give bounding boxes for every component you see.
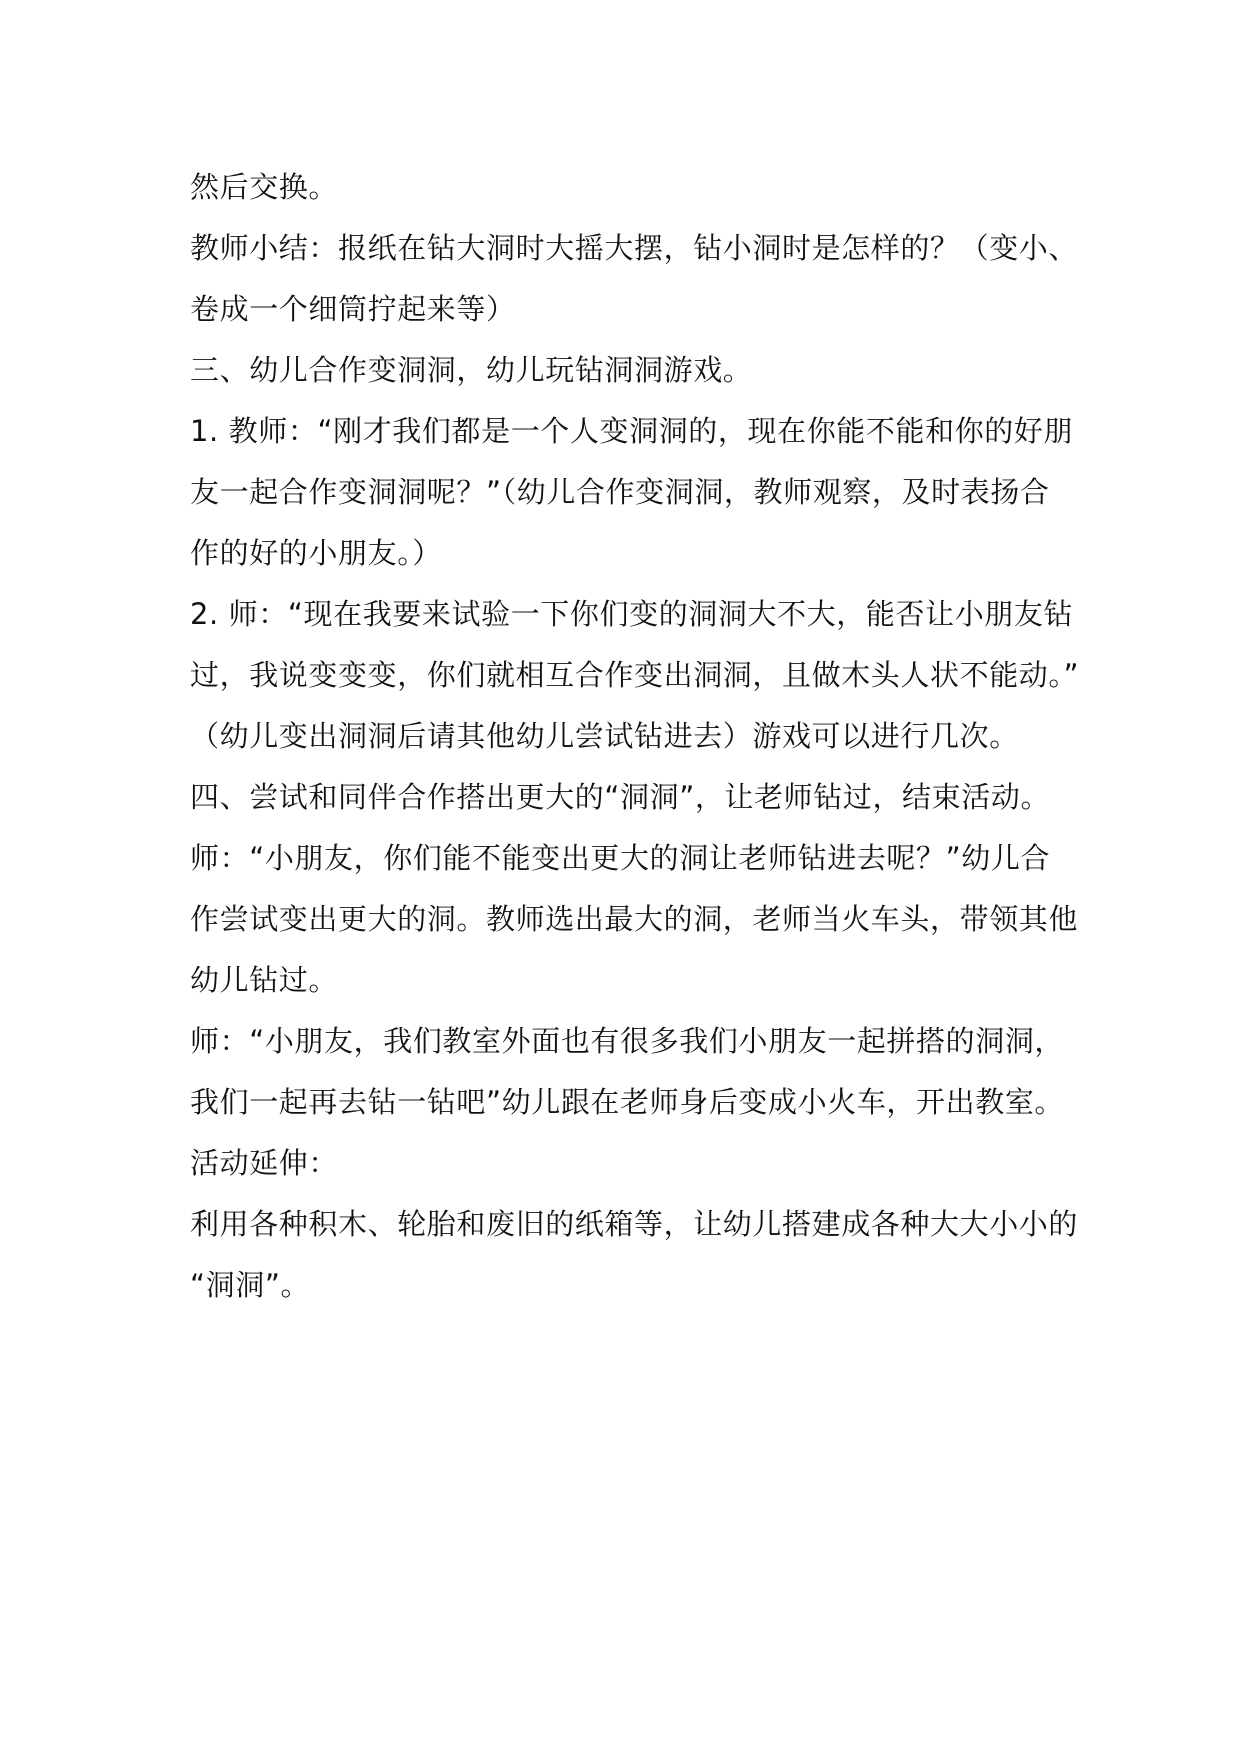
text-line: 师：“小朋友，我们教室外面也有很多我们小朋友一起拼搭的洞洞，: [190, 1024, 1065, 1058]
text-line: 然后交换。: [190, 170, 339, 204]
text-line: 我们一起再去钻一钻吧”幼儿跟在老师身后变成小火车，开出教室。: [190, 1085, 1065, 1119]
text-line: 2. 师：“现在我要来试验一下你们变的洞洞大不大，能否让小朋友钻: [190, 597, 1074, 631]
text-line: （幼儿变出洞洞后请其他幼儿尝试钻进去）游戏可以进行几次。: [190, 719, 1019, 753]
section-heading: 三、幼儿合作变洞洞，幼儿玩钻洞洞游戏。: [190, 353, 753, 387]
text-line: 师：“小朋友，你们能不能变出更大的洞让老师钻进去呢？”幼儿合: [190, 841, 1051, 875]
document-body: [190, 157, 1080, 1316]
section-heading: 四、尝试和同伴合作搭出更大的“洞洞”，让老师钻过，结束活动。: [190, 780, 1051, 814]
text-line: “洞洞”。: [190, 1268, 311, 1302]
text-line: 过，我说变变变，你们就相互合作变出洞洞，且做木头人状不能动。”: [190, 658, 1080, 692]
text-line: 教师小结：报纸在钻大洞时大摇大摆，钻小洞时是怎样的？（变小、: [190, 231, 1079, 265]
text-line: 1. 教师：“刚才我们都是一个人变洞洞的，现在你能不能和你的好朋: [190, 414, 1074, 448]
text-line: 友一起合作变洞洞呢？”（幼儿合作变洞洞，教师观察，及时表扬合: [190, 475, 1050, 509]
text-line: 作的好的小朋友。）: [190, 536, 442, 570]
text-line: 利用各种积木、轮胎和废旧的纸箱等，让幼儿搭建成各种大大小小的: [190, 1207, 1079, 1241]
text-line: 作尝试变出更大的洞。教师选出最大的洞，老师当火车头，带领其他: [190, 902, 1079, 936]
section-heading: 活动延伸：: [190, 1146, 339, 1180]
text-line: 卷成一个细筒拧起来等）: [190, 292, 516, 326]
text-line: 幼儿钻过。: [190, 963, 339, 997]
